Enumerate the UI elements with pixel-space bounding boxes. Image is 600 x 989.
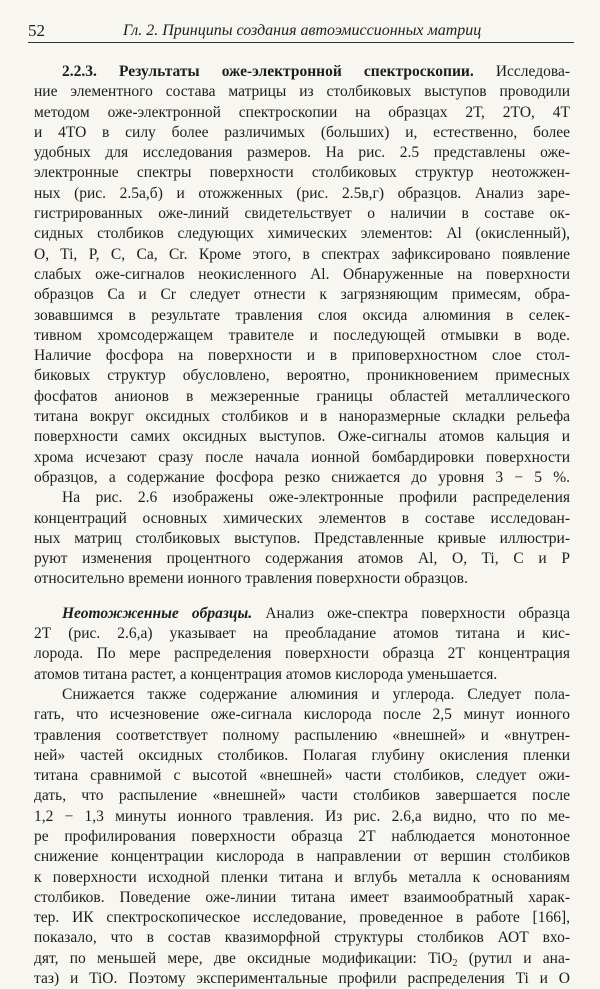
text-line: атомов титана растет, а концентрация атомов кислорода уменьшается. bbox=[34, 665, 498, 683]
text-line: слабых оже-сигналов неокисленного Al. Обнаруженные на поверхности bbox=[34, 265, 570, 283]
running-title: Гл. 2. Принципы создания автоэмиссионных матриц bbox=[123, 22, 482, 39]
text-line: тивном хромсодержащем травителе и последующей отмывки в воде. bbox=[34, 326, 570, 344]
text-line: титана сравнимой с высотой «внешней» части столбиков, следует ожи- bbox=[34, 767, 570, 785]
page-body bbox=[34, 62, 570, 989]
text-line: лорода. По мере распределения поверхности образца 2Т концентрация bbox=[34, 645, 570, 663]
text-line: к поверхности исходной пленки титана и вглубь металла к основаниям bbox=[34, 868, 570, 886]
text-line: Снижается также содержание алюминия и углерода. Следует пола- bbox=[62, 685, 570, 703]
section-heading: 2.2.3. Результаты оже-электронной спектроскопии. bbox=[62, 63, 474, 80]
text-line: дят, по меньшей мере, две оксидные модификации: TiO$_2$ (рутил и ана- bbox=[34, 949, 570, 969]
text-line: удобных для исследования размеров. На рис. 2.5 представлены оже- bbox=[34, 144, 570, 162]
text-line: гистрированных оже-линий свидетельствует о наличии в составе ок- bbox=[34, 205, 570, 223]
text-line: травления соответствует полному распылению «внешней» и «внутрен- bbox=[34, 726, 570, 744]
text-line: поверхности самих оксидных выступов. Оже-сигналы атомов кальция и bbox=[34, 428, 570, 446]
paragraph-profiles bbox=[34, 488, 570, 589]
text-line: зовавшимся в результате травления слоя оксида алюминия в селек- bbox=[34, 306, 570, 324]
text-line: ных (рис. 2.5а,б) и отожженных (рис. 2.5в,г) образцов. Анализ заре- bbox=[34, 184, 570, 202]
page-number: 52 bbox=[28, 21, 45, 40]
paragraph-gap bbox=[34, 590, 570, 604]
text-line: относительно времени ионного травления поверхности образцов. bbox=[34, 570, 468, 588]
text-line: образцов Ca и Cr следует отнести к загрязняющим примесям, обра- bbox=[34, 286, 570, 304]
paragraph-results bbox=[34, 62, 570, 488]
text-line: дать, что распыление «внешней» части столбиков завершается после bbox=[34, 787, 570, 805]
text-line: таз) и TiO. Поэтому экспериментальные профили распределения Ti и O bbox=[34, 970, 570, 988]
text-line: концентраций основных химических элементов в составе исследован- bbox=[34, 509, 570, 527]
text-line: На рис. 2.6 изображены оже-электронные профили распределения bbox=[62, 489, 570, 507]
tio2-formula: TiO$_2$ bbox=[428, 949, 458, 969]
text-line: столбиков. Поведение оже-линии титана имеет взаимообратный харак- bbox=[34, 888, 570, 906]
text-line: образцов, а содержание фосфора резко снижается до уровня 3 − 5 %. bbox=[34, 468, 570, 486]
text-line: методом оже-электронной спектроскопии на образцах 2Т, 2ТО, 4Т bbox=[34, 103, 570, 121]
text-line: 2Т (рис. 2.6,а) указывает на преобладание атомов титана и кис- bbox=[34, 625, 570, 643]
text-line: снижение концентрации кислорода в направлении от вершин столбиков bbox=[34, 848, 570, 866]
text-line: Неотожженные образцы. Анализ оже-спектра поверхности образца bbox=[62, 604, 570, 622]
text-line: 2.2.3. Результаты оже-электронной спектроскопии. Исследова- bbox=[62, 63, 570, 80]
text-line: показало, что в состав квазиморфной структуры столбиков АОТ вхо- bbox=[34, 929, 570, 947]
text-line: тер. ИК спектроскопическое исследование, проведенное в работе [166], bbox=[34, 909, 570, 927]
text-line: хрома исчезают сразу после начала ионной бомбардировки поверхности bbox=[34, 448, 570, 466]
subsection-heading: Неотожженные образцы. bbox=[62, 604, 253, 622]
text-line: ных матриц столбиковых выступов. Представленные кривые иллюстри- bbox=[34, 529, 570, 547]
text-line: ней» частей оксидных столбиков. Полагая глубину окисления пленки bbox=[34, 746, 570, 764]
text-line: руют изменения процентного содержания атомов Al, O, Ti, C и P bbox=[34, 550, 570, 568]
text-line: биковых структур обусловлено, вероятно, проникновением примесных bbox=[34, 367, 570, 385]
text-line: титана вокруг оксидных столбиков и в наноразмерные складки рельефа bbox=[34, 408, 570, 426]
text-line: O, Ti, P, C, Ca, Cr. Кроме этого, в спектрах зафиксировано появление bbox=[34, 245, 570, 263]
paragraph-unannealed bbox=[34, 604, 570, 685]
text-line: фосфатов анионов в межзеренные границы областей металлического bbox=[34, 387, 570, 405]
text-line: ние элементного состава матрицы из столбиковых выступов проводили bbox=[34, 83, 570, 101]
text-line: и 4ТО в силу более различимых (больших) и, естественно, более bbox=[34, 123, 570, 141]
text-line: электронные спектры поверхности столбиковых структур неотожжен- bbox=[34, 164, 570, 182]
text-line: сидных столбиков следующих химических элементов: Al (окисленный), bbox=[34, 225, 570, 243]
text-line: гать, что исчезновение оже-сигнала кислорода после 2,5 минут ионного bbox=[34, 706, 570, 724]
paragraph-discussion bbox=[34, 685, 570, 989]
text-line: ре профилирования поверхности образца 2Т наблюдается монотонное bbox=[34, 827, 570, 845]
text-line: 1,2 − 1,3 минуты ионного травления. Из рис. 2.6,а видно, что по ме- bbox=[34, 807, 570, 825]
text-line: Наличие фосфора на поверхности и в приповерхностном слое стол- bbox=[34, 347, 570, 365]
page-header bbox=[28, 22, 574, 43]
